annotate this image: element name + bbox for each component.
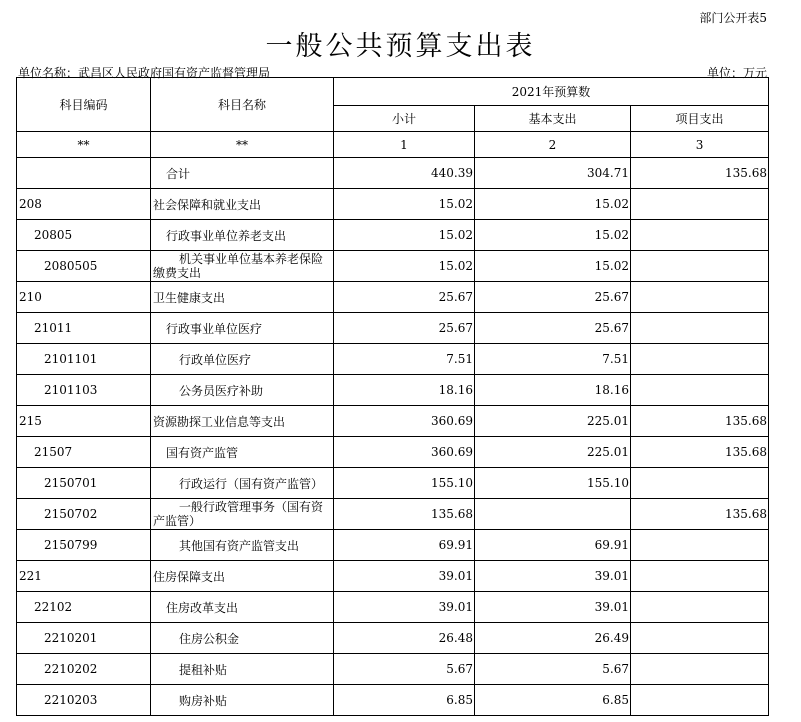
basic-cell: 15.02 — [475, 189, 631, 220]
code-cell: 210 — [17, 282, 151, 313]
column-header-project: 项目支出 — [631, 106, 769, 132]
project-cell — [631, 220, 769, 251]
subtotal-cell: 6.85 — [334, 685, 475, 716]
project-cell: 135.68 — [631, 406, 769, 437]
basic-cell: 39.01 — [475, 561, 631, 592]
project-cell — [631, 685, 769, 716]
project-cell — [631, 561, 769, 592]
name-cell: 住房公积金 — [151, 623, 334, 654]
basic-cell: 15.02 — [475, 251, 631, 282]
name-line-2: 缴费支出 — [153, 266, 202, 280]
code-cell — [17, 158, 151, 189]
table-row — [17, 282, 769, 313]
name-cell: 资源勘探工业信息等支出 — [151, 406, 334, 437]
name-cell: 行政事业单位医疗 — [151, 313, 334, 344]
subtotal-cell: 360.69 — [334, 406, 475, 437]
table-row — [17, 220, 769, 251]
name-cell: 合计 — [151, 158, 334, 189]
table-row — [17, 375, 769, 406]
page-title: 一般公共预算支出表 — [265, 31, 536, 62]
name-cell: 行政事业单位养老支出 — [151, 220, 334, 251]
basic-cell: 304.71 — [475, 158, 631, 189]
name-cell: 行政运行（国有资产监管） — [151, 468, 334, 499]
table-row — [17, 685, 769, 716]
subtotal-cell: 440.39 — [334, 158, 475, 189]
name-cell: 公务员医疗补助 — [151, 375, 334, 406]
project-cell: 135.68 — [631, 158, 769, 189]
marker-cell: 1 — [334, 132, 475, 158]
table-row — [17, 313, 769, 344]
column-header-basic: 基本支出 — [475, 106, 631, 132]
name-cell — [151, 251, 334, 282]
name-cell: 行政单位医疗 — [151, 344, 334, 375]
table-number-label: 部门公开表5 — [699, 11, 767, 25]
basic-cell: 225.01 — [475, 406, 631, 437]
table-row — [17, 592, 769, 623]
marker-cell: ** — [17, 132, 151, 158]
marker-row — [17, 132, 769, 158]
name-line-1: 机关事业单位基本养老保险 — [179, 252, 324, 266]
name-cell — [151, 499, 334, 530]
subtotal-cell: 25.67 — [334, 282, 475, 313]
table-row — [17, 561, 769, 592]
marker-cell: 2 — [475, 132, 631, 158]
name-cell: 其他国有资产监管支出 — [151, 530, 334, 561]
project-cell: 135.68 — [631, 499, 769, 530]
table-row — [17, 623, 769, 654]
project-cell — [631, 251, 769, 282]
project-cell — [631, 375, 769, 406]
project-cell: 135.68 — [631, 437, 769, 468]
table-row — [17, 530, 769, 561]
basic-cell: 5.67 — [475, 654, 631, 685]
code-cell: 2150702 — [17, 499, 151, 530]
code-cell: 21507 — [17, 437, 151, 468]
table-row — [17, 344, 769, 375]
code-cell: 20805 — [17, 220, 151, 251]
project-cell — [631, 592, 769, 623]
name-cell: 住房改革支出 — [151, 592, 334, 623]
column-header-subtotal: 小计 — [334, 106, 475, 132]
subtotal-cell: 26.48 — [334, 623, 475, 654]
project-cell — [631, 654, 769, 685]
code-cell: 215 — [17, 406, 151, 437]
marker-cell: 3 — [631, 132, 769, 158]
subtotal-cell: 39.01 — [334, 561, 475, 592]
code-cell: 221 — [17, 561, 151, 592]
code-cell: 2210201 — [17, 623, 151, 654]
project-cell — [631, 344, 769, 375]
table-row — [17, 437, 769, 468]
unit-name: 单位名称：武昌区人民政府国有资产监督管理局 — [18, 66, 271, 80]
code-cell: 2210202 — [17, 654, 151, 685]
subtotal-cell: 39.01 — [334, 592, 475, 623]
project-cell — [631, 313, 769, 344]
project-cell — [631, 623, 769, 654]
basic-cell: 7.51 — [475, 344, 631, 375]
project-cell — [631, 282, 769, 313]
table-row — [17, 654, 769, 685]
basic-cell: 39.01 — [475, 592, 631, 623]
basic-cell: 25.67 — [475, 282, 631, 313]
subtotal-cell: 15.02 — [334, 189, 475, 220]
table-row — [17, 499, 769, 530]
code-cell: 2150701 — [17, 468, 151, 499]
header-row-1 — [17, 78, 769, 106]
subtotal-cell: 25.67 — [334, 313, 475, 344]
name-cell: 住房保障支出 — [151, 561, 334, 592]
subtotal-cell: 155.10 — [334, 468, 475, 499]
subtotal-cell: 69.91 — [334, 530, 475, 561]
marker-cell: ** — [151, 132, 334, 158]
currency-unit: 单位：万元 — [706, 66, 767, 80]
budget-table — [16, 77, 769, 716]
name-cell: 国有资产监管 — [151, 437, 334, 468]
subtotal-cell: 5.67 — [334, 654, 475, 685]
column-header-name: 科目名称 — [151, 78, 334, 132]
basic-cell: 26.49 — [475, 623, 631, 654]
code-cell: 21011 — [17, 313, 151, 344]
table-row — [17, 158, 769, 189]
table-row — [17, 251, 769, 282]
code-cell: 208 — [17, 189, 151, 220]
name-line-1: 一般行政管理事务（国有资 — [179, 500, 324, 514]
basic-cell: 25.67 — [475, 313, 631, 344]
project-cell — [631, 468, 769, 499]
basic-cell — [475, 499, 631, 530]
code-cell: 22102 — [17, 592, 151, 623]
basic-cell: 18.16 — [475, 375, 631, 406]
subtotal-cell: 15.02 — [334, 220, 475, 251]
subtotal-cell: 135.68 — [334, 499, 475, 530]
basic-cell: 15.02 — [475, 220, 631, 251]
project-cell — [631, 530, 769, 561]
name-cell: 社会保障和就业支出 — [151, 189, 334, 220]
name-cell: 购房补贴 — [151, 685, 334, 716]
basic-cell: 6.85 — [475, 685, 631, 716]
name-line-2: 产监管） — [153, 514, 202, 528]
code-cell: 2210203 — [17, 685, 151, 716]
basic-cell: 225.01 — [475, 437, 631, 468]
code-cell: 2101101 — [17, 344, 151, 375]
table-row — [17, 468, 769, 499]
code-cell: 2101103 — [17, 375, 151, 406]
column-header-group: 2021年预算数 — [334, 78, 769, 106]
subtotal-cell: 7.51 — [334, 344, 475, 375]
basic-cell: 69.91 — [475, 530, 631, 561]
subtotal-cell: 360.69 — [334, 437, 475, 468]
column-header-code: 科目编码 — [17, 78, 151, 132]
name-cell: 卫生健康支出 — [151, 282, 334, 313]
code-cell: 2150799 — [17, 530, 151, 561]
project-cell — [631, 189, 769, 220]
subtotal-cell: 18.16 — [334, 375, 475, 406]
table-row — [17, 406, 769, 437]
subtotal-cell: 15.02 — [334, 251, 475, 282]
code-cell: 2080505 — [17, 251, 151, 282]
name-cell: 提租补贴 — [151, 654, 334, 685]
basic-cell: 155.10 — [475, 468, 631, 499]
table-row — [17, 189, 769, 220]
